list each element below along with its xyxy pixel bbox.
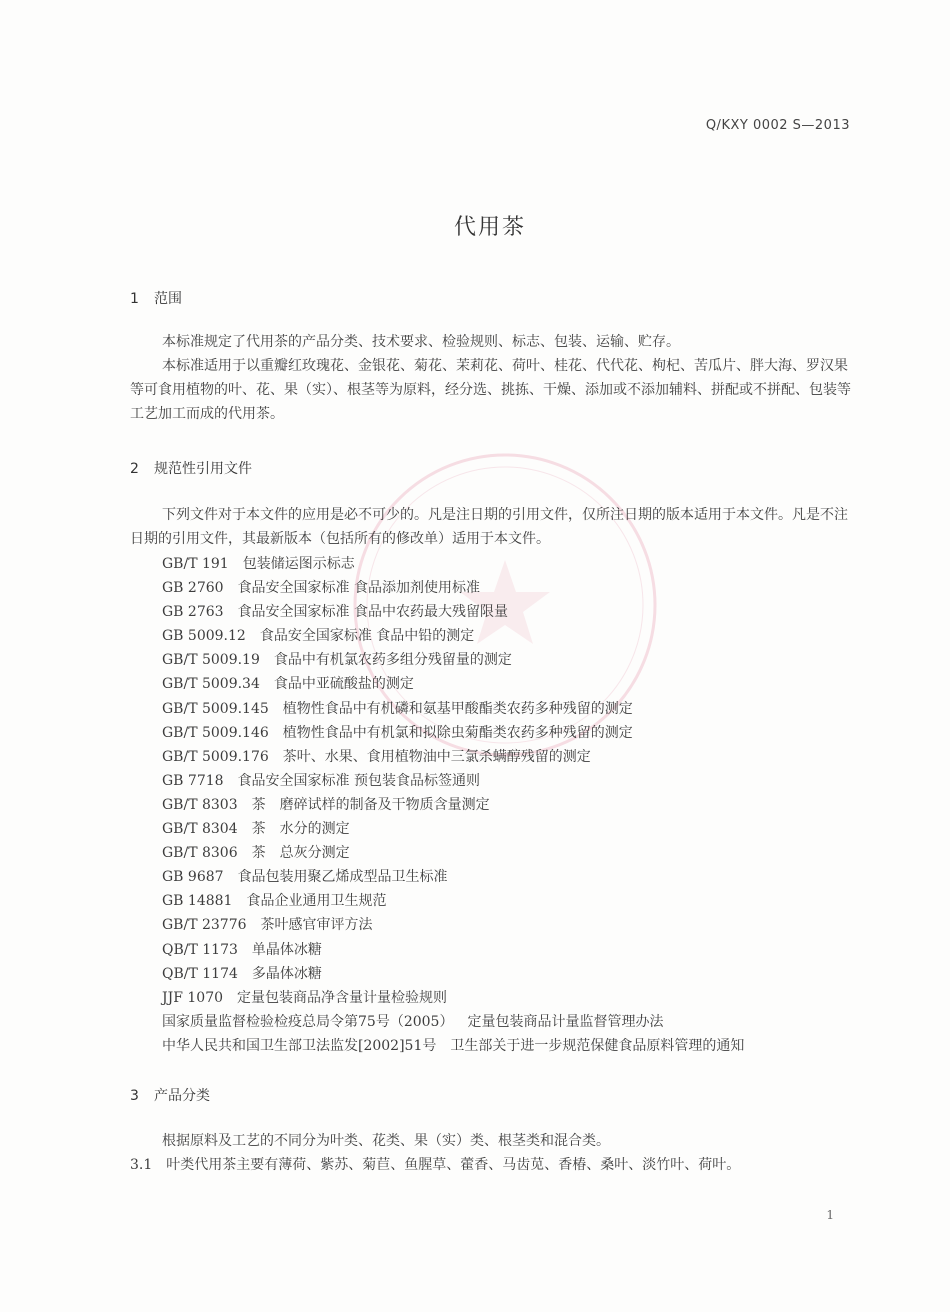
reference-item: [162, 648, 862, 672]
reference-item: [162, 721, 862, 745]
reference-title: 食品安全国家标准 食品中农药最大残留限量: [237, 604, 509, 621]
reference-title: 食品包装用聚乙烯成型品卫生标准: [237, 869, 448, 886]
section-number: 1: [130, 291, 139, 307]
scope-paragraph-2: 本标准适用于以重瓣红玫瑰花、金银花、菊花、茉莉花、荷叶、桂花、代代花、枸杞、苦瓜片、胖大海、罗汉果等可食用植物的叶、花、果（实）、根茎等为原料，经分选、挑拣、干燥、添加或不添加辅料、拼配或不拼配、包装等工艺加工而成的代用茶。: [130, 358, 851, 422]
reference-item: [162, 576, 862, 600]
reference-item: [162, 913, 862, 937]
reference-item: [162, 962, 862, 986]
reference-title: 定量包装商品计量监督管理办法: [467, 1013, 664, 1030]
reference-title: 茶 总灰分测定: [251, 845, 350, 862]
reference-title: 食品企业通用卫生规范: [246, 893, 387, 910]
reference-item: [162, 624, 862, 648]
reference-item: [162, 817, 862, 841]
references-intro-text: 下列文件对于本文件的应用是必不可少的。凡是注日期的引用文件，仅所注日期的版本适用于本文件。凡是不注日期的引用文件，其最新版本（包括所有的修改单）适用于本文件。: [130, 507, 848, 547]
scope-text: [130, 330, 852, 426]
classification-sub-3-1: 3.1 叶类代用茶主要有薄荷、紫苏、菊苣、鱼腥草、藿香、马齿苋、香椿、桑叶、淡竹叶、荷叶。: [130, 1157, 741, 1173]
section-title: 产品分类: [154, 1088, 210, 1104]
page-number: 1: [826, 1208, 834, 1222]
document-title: 代用茶: [453, 215, 526, 240]
reference-title: 食品安全国家标准 食品添加剂使用标准: [237, 580, 481, 597]
document-code: Q/KXY 0002 S—2013: [705, 118, 850, 133]
reference-title: 食品安全国家标准 食品中铅的测定: [259, 628, 475, 645]
reference-title: 单晶体冰糖: [251, 941, 322, 958]
reference-item: [162, 600, 862, 624]
classification-text: [130, 1129, 852, 1177]
reference-item: [162, 865, 862, 889]
section-title: 规范性引用文件: [154, 461, 252, 477]
reference-item: [162, 793, 862, 817]
reference-title: 植物性食品中有机磷和氨基甲酸酯类农药多种残留的测定: [282, 700, 633, 717]
reference-code: GB 5009.12: [162, 628, 246, 645]
reference-title: 食品中亚硫酸盐的测定: [273, 676, 414, 693]
reference-item: [162, 745, 862, 769]
reference-item: [162, 986, 862, 1010]
reference-code: GB 9687: [162, 869, 224, 886]
reference-item: [162, 552, 862, 576]
section-number: 3: [130, 1088, 139, 1104]
section-title: 范围: [154, 291, 182, 307]
reference-code: GB/T 5009.146: [162, 724, 269, 741]
reference-item: [162, 672, 862, 696]
reference-item: [162, 938, 862, 962]
reference-title: 卫生部关于进一步规范保健食品原料管理的通知: [450, 1037, 745, 1054]
reference-title: 多晶体冰糖: [251, 965, 322, 982]
reference-title: 植物性食品中有机氯和拟除虫菊酯类农药多种残留的测定: [282, 724, 633, 741]
scope-paragraph-1: 本标准规定了代用茶的产品分类、技术要求、检验规则、标志、包装、运输、贮存。: [162, 334, 680, 350]
reference-code: JJF 1070: [162, 989, 224, 1006]
reference-code: GB/T 8306: [162, 845, 238, 862]
reference-list: [162, 552, 862, 1058]
reference-item: [162, 697, 862, 721]
section-number: 2: [130, 461, 139, 477]
reference-code: GB/T 8304: [162, 821, 238, 838]
reference-title: 茶叶、水果、食用植物油中三氯杀螨醇残留的测定: [282, 748, 591, 765]
reference-code: QB/T 1173: [162, 941, 238, 958]
reference-item: [162, 1034, 862, 1058]
reference-code: GB 2760: [162, 580, 224, 597]
reference-code: QB/T 1174: [162, 965, 238, 982]
reference-code: GB 7718: [162, 772, 224, 789]
reference-title: 定量包装商品净含量计量检验规则: [237, 989, 448, 1006]
reference-code: GB 2763: [162, 604, 224, 621]
reference-item: [162, 1010, 862, 1034]
reference-code: GB/T 5009.19: [162, 652, 260, 669]
reference-title: 茶叶感官审评方法: [260, 917, 373, 934]
reference-item: [162, 769, 862, 793]
references-intro: [130, 503, 852, 551]
reference-code: GB/T 8303: [162, 796, 238, 813]
reference-code: GB/T 5009.34: [162, 676, 260, 693]
reference-code: GB/T 23776: [162, 917, 247, 934]
reference-title: 食品安全国家标准 预包装食品标签通则: [237, 772, 481, 789]
reference-title: 茶 磨碎试样的制备及干物质含量测定: [251, 796, 490, 813]
reference-item: [162, 889, 862, 913]
reference-code: GB/T 5009.176: [162, 748, 269, 765]
section-heading-references: [130, 458, 252, 478]
reference-title: 茶 水分的测定: [251, 821, 350, 838]
reference-item: [162, 841, 862, 865]
reference-code: GB 14881: [162, 893, 233, 910]
classification-intro: 根据原料及工艺的不同分为叶类、花类、果（实）类、根茎类和混合类。: [162, 1133, 610, 1149]
section-heading-classification: [130, 1085, 210, 1105]
reference-code: 国家质量监督检验检疫总局令第75号（2005）: [162, 1013, 454, 1030]
reference-title: 食品中有机氯农药多组分残留量的测定: [273, 652, 512, 669]
reference-code: GB/T 5009.145: [162, 700, 269, 717]
reference-title: 包装储运图示标志: [242, 556, 355, 572]
section-heading-scope: [130, 288, 182, 308]
reference-code: GB/T 191: [162, 556, 229, 572]
reference-code: 中华人民共和国卫生部卫法监发[2002]51号: [162, 1037, 437, 1054]
